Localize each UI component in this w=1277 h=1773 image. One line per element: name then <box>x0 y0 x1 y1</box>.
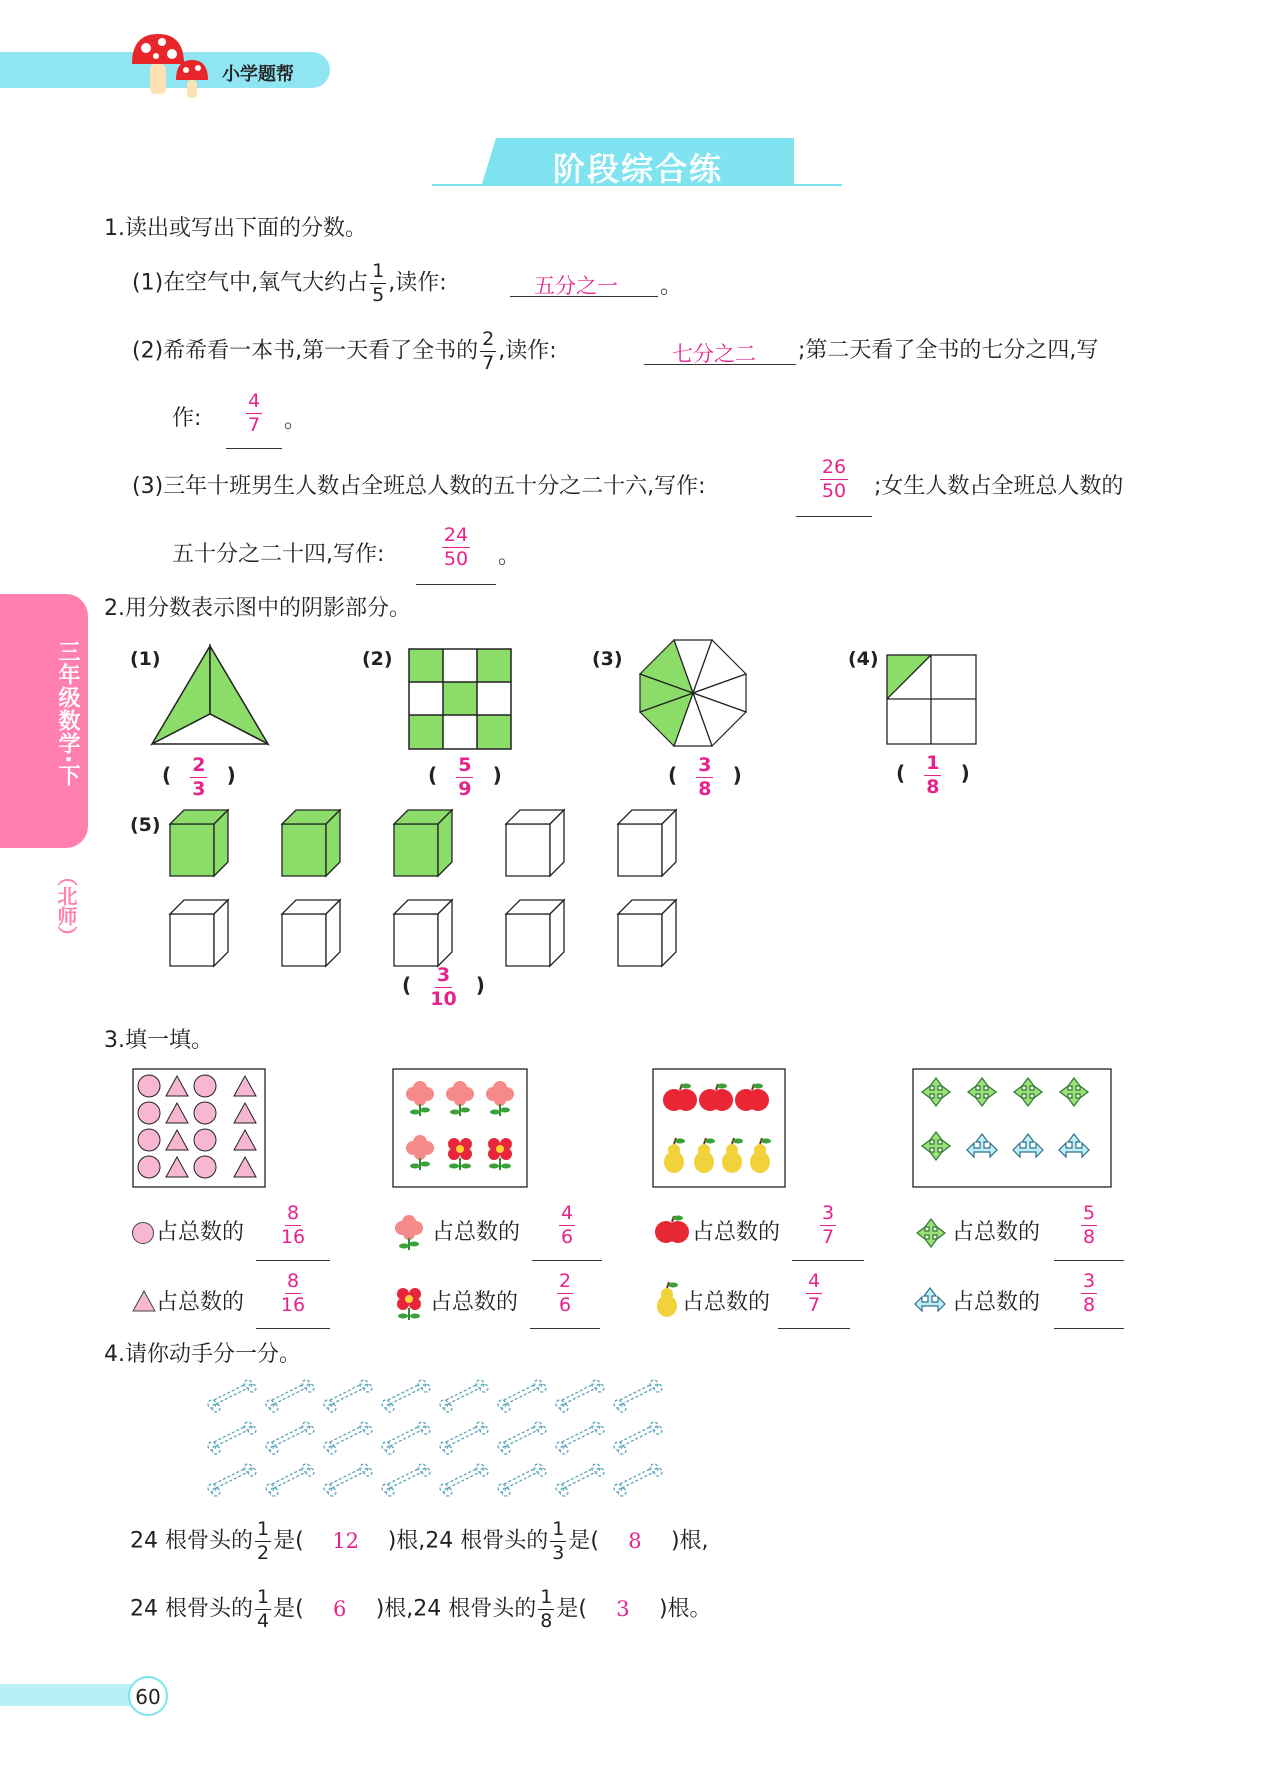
mushroom-logo <box>128 30 218 102</box>
answer-blank[interactable] <box>778 1328 850 1329</box>
q3-answer: $\frac{5}{8}$ <box>1082 1202 1096 1248</box>
q2-item3-label: (3) <box>592 648 623 670</box>
flowers-box <box>392 1068 528 1188</box>
q4-answer: 12 <box>332 1528 360 1553</box>
answer-blank[interactable] <box>256 1260 330 1261</box>
q3-title: 3.填一填。 <box>104 1028 213 1053</box>
q3-answer: $\frac{8}{16}$ <box>280 1270 306 1316</box>
cubes-figure <box>168 808 688 968</box>
q1-part1: (1)在空气中,氧气大约占 $\frac{1}{5}$ ,读作: <box>132 260 447 306</box>
section-title: 阶段综合练 <box>552 150 723 188</box>
square-figure <box>886 654 978 746</box>
q1-part2: (2)希希看一本书,第一天看了全书的 $\frac{2}{7}$ ,读作: <box>132 328 557 374</box>
q2-item4-label: (4) <box>848 648 879 670</box>
answer-blank[interactable] <box>416 584 496 585</box>
q1-title: 1.读出或写出下面的分数。 <box>104 216 367 241</box>
q2-item1-label: (1) <box>130 648 161 670</box>
q1-part1-answer: 五分之一 <box>534 274 618 298</box>
apple-icon <box>652 1214 692 1250</box>
fraction: $\frac{2}{7}$ <box>482 328 495 374</box>
q2-item1-answer: ( $\frac{2}{3}$ ) <box>162 754 236 800</box>
q2-item4-answer: ( $\frac{1}{8}$ ) <box>896 752 970 798</box>
q2-item3-answer: ( $\frac{3}{8}$ ) <box>668 754 742 800</box>
q3-answer: $\frac{4}{7}$ <box>807 1270 821 1316</box>
answer-blank[interactable] <box>530 1328 600 1329</box>
flower-icon <box>392 1212 426 1252</box>
three-way-arrow-icon <box>912 1286 948 1316</box>
q4-line2: 24 根骨头的 $\frac{1}{4}$ 是( 6 )根,24 根骨头的 $\frac{1}{8}$ 是( 3 )根。 <box>130 1586 712 1632</box>
bones-figure <box>204 1376 684 1506</box>
triangle-icon <box>132 1290 156 1312</box>
answer-blank[interactable] <box>256 1328 330 1329</box>
red-flower-icon <box>392 1280 426 1322</box>
answer-blank[interactable] <box>792 1260 864 1261</box>
q2-item2-label: (2) <box>362 648 393 670</box>
q1-part3-answer2: $\frac{24}{50}$ <box>443 524 469 570</box>
q4-title: 4.请你动手分一分。 <box>104 1342 301 1367</box>
q3-answer: $\frac{3}{8}$ <box>1082 1270 1096 1316</box>
q1-part3: (3)三年十班男生人数占全班总人数的五十分之二十六,写作: <box>132 474 706 499</box>
q4-answer: 8 <box>628 1528 642 1553</box>
arrows-box <box>912 1068 1112 1188</box>
shapes-box <box>132 1068 266 1188</box>
q2-item5-answer: ( $\frac{3}{10}$ ) <box>402 964 485 1010</box>
q4-line1: 24 根骨头的 $\frac{1}{2}$ 是( 12 )根,24 根骨头的 $\frac{1}{3}$ 是( 8 )根, <box>130 1518 709 1564</box>
q4-answer: 3 <box>616 1596 630 1621</box>
q3-answer: $\frac{8}{16}$ <box>280 1202 306 1248</box>
answer-blank[interactable] <box>1054 1260 1124 1261</box>
circle-icon <box>132 1222 154 1244</box>
q2-title: 2.用分数表示图中的阴影部分。 <box>104 596 411 621</box>
side-tab-edition: （北师） <box>54 866 78 946</box>
grid-figure <box>408 648 512 750</box>
q1-part3-answer1: $\frac{26}{50}$ <box>821 456 847 502</box>
answer-blank[interactable] <box>1054 1328 1124 1329</box>
pear-icon <box>652 1280 682 1322</box>
footer-band <box>0 1684 140 1706</box>
fruits-box <box>652 1068 786 1188</box>
triangle-figure <box>150 644 270 748</box>
octagon-figure <box>638 638 748 748</box>
brand-name: 小学题帮 <box>222 64 294 85</box>
fraction: $\frac{1}{5}$ <box>372 260 385 306</box>
answer-blank[interactable] <box>796 516 872 517</box>
q3-answer: $\frac{4}{6}$ <box>560 1202 574 1248</box>
answer-blank[interactable] <box>532 1260 602 1261</box>
q2-item5-label: (5) <box>130 814 161 836</box>
q2-item2-answer: ( $\frac{5}{9}$ ) <box>428 754 502 800</box>
four-way-arrow-icon <box>914 1216 948 1250</box>
q1-part2-answer-fraction: $\frac{4}{7}$ <box>247 390 261 436</box>
page-number: 60 <box>135 1685 161 1709</box>
side-tab-grade: 三年级数学·下 <box>55 640 80 788</box>
q3-answer: $\frac{3}{7}$ <box>821 1202 835 1248</box>
q4-answer: 6 <box>333 1596 347 1621</box>
answer-blank[interactable] <box>226 448 282 449</box>
q1-part2-answer: 七分之二 <box>672 342 756 366</box>
q3-answer: $\frac{2}{6}$ <box>558 1270 572 1316</box>
